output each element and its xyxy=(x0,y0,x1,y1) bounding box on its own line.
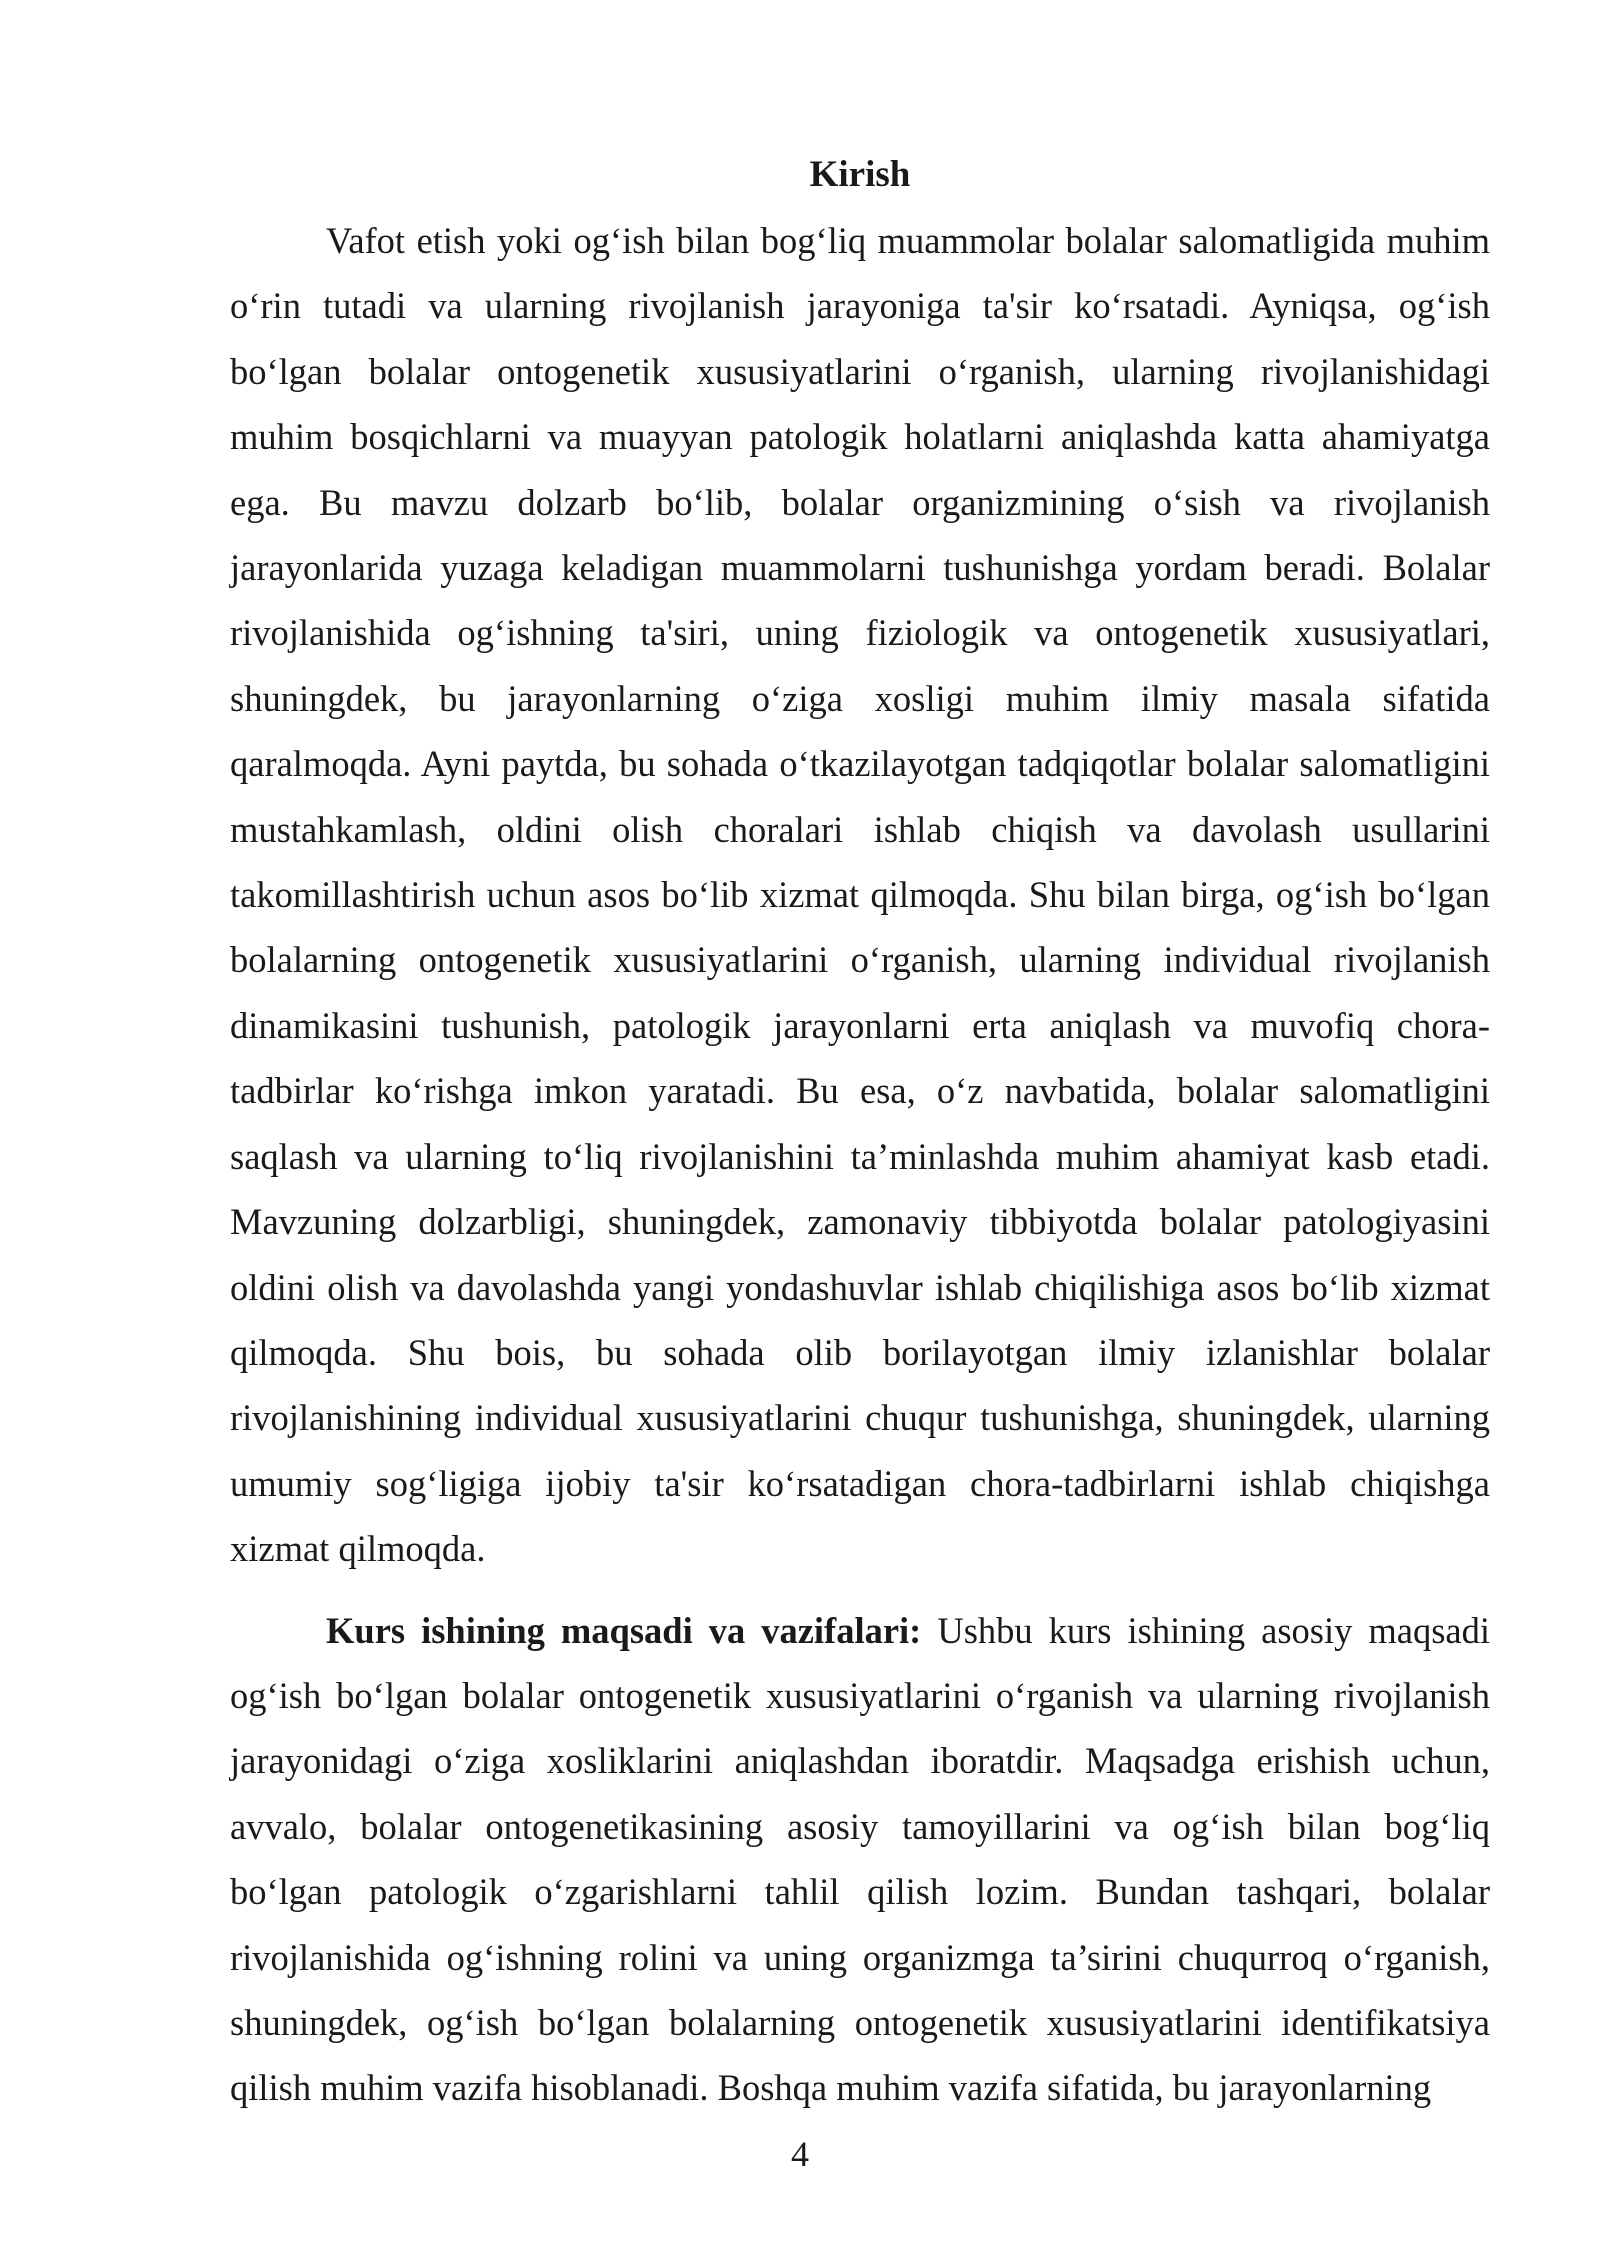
section-heading: Kirish xyxy=(809,154,911,195)
page-content xyxy=(230,146,1490,2121)
goals-paragraph xyxy=(230,1598,1490,2121)
goals-label: Kurs ishining maqsadi va vazifalari: xyxy=(326,1609,922,1651)
page-number: 4 xyxy=(791,2134,809,2174)
goals-text: Ushbu kurs ishining asosiy maqsadi og‘ish bo‘lgan bolalar ontogenetik xususiyatlarini o‘rganish va ularning rivojlanish jarayonidagi o‘ziga xosliklarini aniqlashdan iboratdir. Maqsadga erishish uchun, avvalo, bolalar ontogenetikasining asosiy tamoyillarini va og‘ish bilan bog‘liq bo‘lgan patologik o‘zgarishlarni tahlil qilish lozim. Bundan tashqari, bolalar rivojlanishida og‘ishning rolini va uning organizmga ta’sirini chuqurroq o‘rganish, shuningdek, og‘ish bo‘lgan bolalarning ontogenetik xususiyatlarini identifikatsiya qilish muhim vazifa hisoblanadi. Boshqa muhim vazifa sifatida, bu jarayonlarning xyxy=(230,1609,1491,2109)
intro-paragraph: Vafot etish yoki og‘ish bilan bog‘liq muammolar bolalar salomatligida muhim o‘rin tutadi va ularning rivojlanish jarayoniga ta'sir ko‘rsatadi. Ayniqsa, og‘ish bo‘lgan bolalar ontogenetik xususiyatlarini o‘rganish, ularning rivojlanishidagi muhim bosqichlarni va muayyan patologik holatlarni aniqlashda katta ahamiyatga ega. Bu mavzu dolzarb bo‘lib, bolalar organizmining o‘sish va rivojlanish jarayonlarida yuzaga keladigan muammolarni tushunishga yordam beradi. Bolalar rivojlanishida og‘ishning ta'siri, uning fiziologik va ontogenetik xususiyatlari, shuningdek, bu jarayonlarning o‘ziga xosligi muhim ilmiy masala sifatida qaralmoqda. Ayni paytda, bu sohada o‘tkazilayotgan tadqiqotlar bolalar salomatligini mustahkamlash, oldini olish choralari ishlab chiqish va davolash usullarini takomillashtirish uchun asos bo‘lib xizmat qilmoqda. Shu bilan birga, og‘ish bo‘lgan bolalarning ontogenetik xususiyatlarini o‘rganish, ularning individual rivojlanish dinamikasini tushunish, patologik jarayonlarni erta aniqlash va muvofiq chora-tadbirlar ko‘rishga imkon yaratadi. Bu esa, o‘z navbatida, bolalar salomatligini saqlash va ularning to‘liq rivojlanishini ta’minlashda muhim ahamiyat kasb etadi. Mavzuning dolzarbligi, shuningdek, zamonaviy tibbiyotda bolalar patologiyasini oldini olish va davolashda yangi yondashuvlar ishlab chiqilishiga asos bo‘lib xizmat qilmoqda. Shu bois, bu sohada olib borilayotgan ilmiy izlanishlar bolalar rivojlanishining individual xususiyatlarini chuqur tushunishga, shuningdek, ularning umumiy sog‘ligiga ijobiy ta'sir ko‘rsatadigan chora-tadbirlarni ishlab chiqishga xizmat qilmoqda. xyxy=(230,220,1490,1570)
